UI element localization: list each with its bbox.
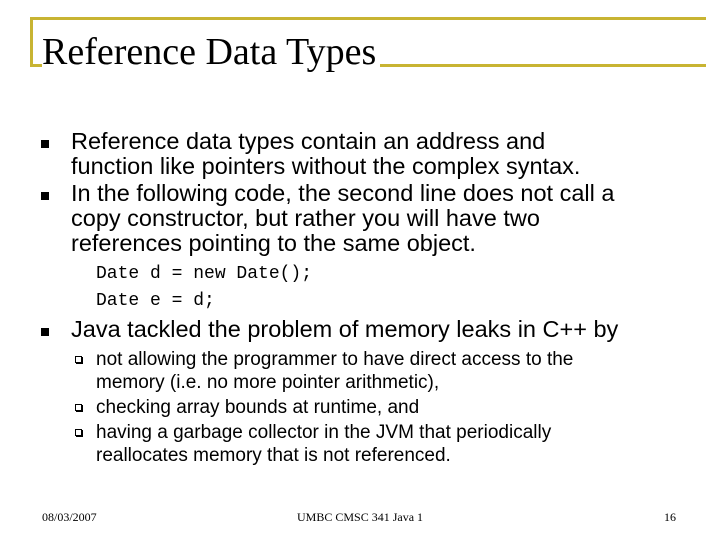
- subbullet-text-2: [96, 396, 696, 419]
- title-frame-top-line: [30, 17, 706, 20]
- square-bullet-icon: [41, 140, 49, 148]
- bullet-1-line-1: Reference data types contain an address and: [71, 128, 546, 154]
- hollow-square-bullet-icon: [75, 356, 82, 363]
- subbullet-3-line-2: reallocates memory that is not referenced.: [96, 445, 451, 466]
- subbullet-1-line-1: not allowing the programmer to have direct access to the: [96, 349, 574, 370]
- bullet-text-3: [71, 317, 701, 342]
- bullet-3-line-1: Java tackled the problem of memory leaks in C++ by: [71, 316, 619, 342]
- footer-course: UMBC CMSC 341 Java 1: [297, 510, 424, 524]
- bullet-text-2: [71, 181, 701, 256]
- hollow-square-bullet-icon: [75, 429, 82, 436]
- title-frame-left-line: [30, 17, 33, 67]
- subbullet-3-line-1: having a garbage collector in the JVM that periodically: [96, 422, 552, 443]
- subbullet-text-3: [96, 421, 696, 467]
- bullet-1-line-2: function like pointers without the complex syntax.: [71, 153, 581, 179]
- subbullet-text-1: [96, 348, 696, 394]
- bullet-2-line-1: In the following code, the second line does not call a: [71, 180, 615, 206]
- code-line-2: Date e = d;: [96, 291, 215, 311]
- subbullet-1-line-2: memory (i.e. no more pointer arithmetic),: [96, 372, 440, 393]
- bullet-text-1: [71, 129, 701, 179]
- slide-title: Reference Data Types: [42, 30, 380, 74]
- subbullet-2-line-1: checking array bounds at runtime, and: [96, 397, 420, 418]
- square-bullet-icon: [41, 192, 49, 200]
- square-bullet-icon: [41, 328, 49, 336]
- bullet-2-line-3: references pointing to the same object.: [71, 230, 476, 256]
- code-line-1: Date d = new Date();: [96, 264, 313, 284]
- footer-date: 08/03/2007: [42, 510, 97, 524]
- hollow-square-bullet-icon: [75, 404, 82, 411]
- footer-page-number: 16: [664, 510, 676, 524]
- bullet-2-line-2: copy constructor, but rather you will have two: [71, 205, 540, 231]
